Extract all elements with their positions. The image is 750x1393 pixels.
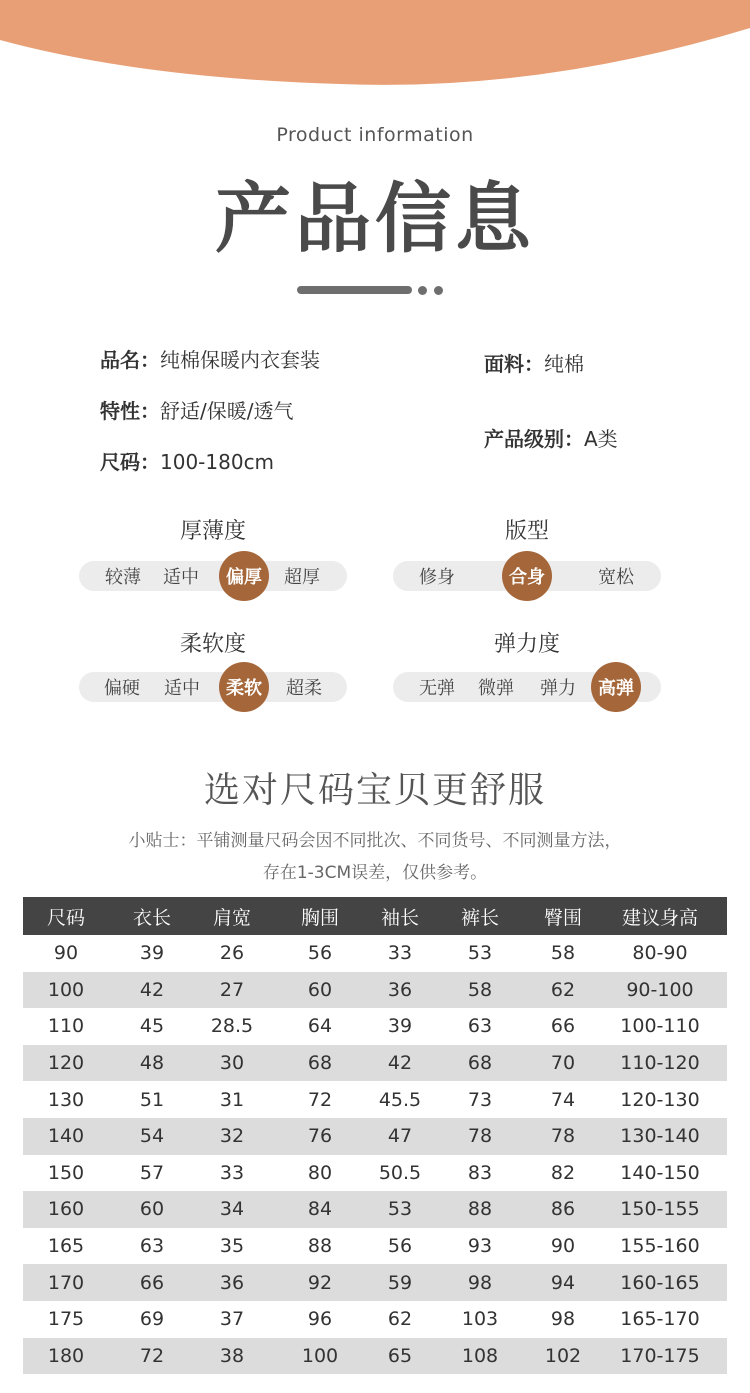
table-row (23, 1045, 727, 1082)
table-cell: 100 (47, 978, 85, 1001)
table-cell: 90 (53, 942, 79, 965)
table-cell: 38 (219, 1344, 245, 1367)
table-cell: 63 (467, 1015, 493, 1038)
table-header-cell: 臀围 (543, 906, 582, 929)
table-cell: 90-100 (626, 978, 694, 1001)
table-row (23, 1008, 727, 1045)
table-cell: 60 (307, 978, 333, 1001)
gauge-option: 较薄 (105, 567, 141, 588)
top-decorative-arc (0, 0, 750, 95)
table-cell: 33 (387, 942, 413, 965)
table-cell: 140-150 (620, 1161, 700, 1184)
table-cell: 80-90 (632, 942, 688, 965)
gauge-title-elasticity: 弹力度 (493, 632, 560, 657)
gauge-option: 超柔 (286, 678, 322, 699)
table-cell: 31 (219, 1088, 245, 1111)
table-cell: 130 (47, 1088, 85, 1111)
table-header-cell: 建议身高 (621, 906, 698, 929)
table-cell: 155-160 (620, 1235, 700, 1258)
table-cell: 54 (139, 1125, 165, 1148)
table-cell: 76 (307, 1125, 333, 1148)
table-cell: 51 (139, 1088, 165, 1111)
size-tip-line-2: 存在1-3CM误差，仅供参考。 (262, 863, 488, 883)
table-cell: 90 (550, 1235, 576, 1258)
table-cell: 70 (550, 1052, 576, 1075)
table-cell: 130-140 (620, 1125, 700, 1148)
table-cell: 73 (467, 1088, 493, 1111)
gauge-option: 修身 (419, 567, 455, 588)
table-cell: 53 (467, 942, 493, 965)
table-cell: 58 (550, 942, 576, 965)
english-title: Product information (276, 124, 474, 146)
table-row (23, 1228, 727, 1265)
table-cell: 35 (219, 1235, 245, 1258)
table-cell: 165 (47, 1235, 85, 1258)
size-section-title: 选对尺码宝贝更舒服 (203, 770, 546, 811)
table-cell: 37 (219, 1308, 245, 1331)
divider-bar (297, 286, 412, 294)
table-cell: 170 (47, 1271, 85, 1294)
page-title: 产品信息 (215, 174, 535, 263)
info-value: 纯棉保暖内衣套装 (160, 348, 320, 372)
table-cell: 94 (550, 1271, 576, 1294)
table-cell: 80 (307, 1161, 333, 1184)
table-cell: 62 (387, 1308, 413, 1331)
table-cell: 120-130 (620, 1088, 700, 1111)
table-cell: 26 (219, 942, 245, 965)
table-row (23, 1118, 727, 1155)
gauge-option: 微弹 (478, 678, 514, 699)
table-cell: 48 (139, 1052, 165, 1075)
table-row (23, 1301, 727, 1338)
table-cell: 150 (47, 1161, 85, 1184)
table-cell: 93 (467, 1235, 493, 1258)
size-tip-line-1: 小贴士：平铺测量尺码会因不同批次、不同货号、不同测量方法， (128, 831, 622, 851)
table-cell: 160 (47, 1198, 85, 1221)
gauge-option: 适中 (163, 567, 199, 588)
table-cell: 57 (139, 1161, 165, 1184)
table-cell: 180 (47, 1344, 85, 1367)
table-cell: 175 (47, 1308, 85, 1331)
gauge-option: 超厚 (284, 567, 320, 588)
table-cell: 102 (544, 1344, 582, 1367)
table-cell: 165-170 (620, 1308, 700, 1331)
info-features (100, 395, 293, 424)
info-key: 品名： (100, 348, 160, 372)
table-cell: 50.5 (378, 1161, 422, 1184)
table-cell: 160-165 (620, 1271, 700, 1294)
table-cell: 98 (467, 1271, 493, 1294)
table-cell: 69 (139, 1308, 165, 1331)
info-key: 产品级别： (484, 427, 584, 451)
table-cell: 88 (307, 1235, 333, 1258)
table-cell: 72 (307, 1088, 333, 1111)
table-cell: 86 (550, 1198, 576, 1221)
table-cell: 68 (307, 1052, 333, 1075)
table-cell: 74 (550, 1088, 576, 1111)
info-key: 面料： (484, 352, 544, 376)
table-cell: 56 (387, 1235, 413, 1258)
gauge-selected-option: 柔软 (226, 678, 262, 699)
table-cell: 66 (550, 1015, 576, 1038)
table-cell: 88 (467, 1198, 493, 1221)
gauge-option: 宽松 (598, 567, 634, 588)
table-row (23, 1338, 727, 1375)
table-cell: 65 (387, 1344, 413, 1367)
table-cell: 92 (307, 1271, 333, 1294)
table-cell: 82 (550, 1161, 576, 1184)
table-row (23, 1191, 727, 1228)
table-cell: 34 (219, 1198, 245, 1221)
table-cell: 53 (387, 1198, 413, 1221)
table-cell: 84 (307, 1198, 333, 1221)
info-size (100, 446, 274, 475)
table-cell: 60 (139, 1198, 165, 1221)
table-header-cell: 裤长 (460, 906, 499, 929)
table-cell: 98 (550, 1308, 576, 1331)
info-fabric (484, 348, 584, 377)
table-row (23, 972, 727, 1009)
info-value: 纯棉 (544, 352, 584, 376)
info-product-name (100, 344, 320, 373)
table-cell: 108 (461, 1344, 499, 1367)
table-cell: 42 (387, 1052, 413, 1075)
table-cell: 64 (307, 1015, 333, 1038)
gauge-option: 偏硬 (104, 678, 140, 699)
table-cell: 150-155 (620, 1198, 700, 1221)
table-cell: 36 (387, 978, 413, 1001)
table-cell: 47 (387, 1125, 413, 1148)
table-cell: 32 (219, 1125, 245, 1148)
table-cell: 96 (307, 1308, 333, 1331)
table-cell: 33 (219, 1161, 245, 1184)
size-table (23, 897, 727, 1374)
table-cell: 100 (301, 1344, 339, 1367)
divider-dot (434, 286, 443, 295)
gauge-title-softness: 柔软度 (179, 632, 246, 657)
table-cell: 45 (139, 1015, 165, 1038)
table-cell: 39 (387, 1015, 413, 1038)
table-row (23, 1155, 727, 1192)
gauge-selected-option: 偏厚 (226, 567, 262, 588)
table-cell: 63 (139, 1235, 165, 1258)
table-cell: 62 (550, 978, 576, 1001)
gauge-option: 无弹 (419, 678, 455, 699)
table-cell: 110-120 (620, 1052, 700, 1075)
table-cell: 72 (139, 1344, 165, 1367)
table-header-cell: 袖长 (380, 906, 419, 929)
gauge-selected-option: 合身 (509, 567, 545, 588)
table-cell: 30 (219, 1052, 245, 1075)
table-cell: 103 (461, 1308, 499, 1331)
table-cell: 59 (387, 1271, 413, 1294)
table-header-row (23, 897, 727, 935)
info-key: 特性： (100, 399, 160, 423)
table-cell: 120 (47, 1052, 85, 1075)
table-cell: 36 (219, 1271, 245, 1294)
table-header-cell: 衣长 (132, 906, 171, 929)
table-header-cell: 肩宽 (212, 906, 251, 929)
table-cell: 45.5 (378, 1088, 422, 1111)
table-header-cell: 胸围 (300, 906, 339, 929)
table-header-cell: 尺码 (46, 906, 85, 929)
table-cell: 28.5 (210, 1015, 254, 1038)
table-cell: 78 (467, 1125, 493, 1148)
table-row (23, 1081, 727, 1118)
gauge-option: 适中 (164, 678, 200, 699)
info-value: A类 (584, 427, 618, 451)
table-cell: 110 (47, 1015, 85, 1038)
gauge-title-fit: 版型 (504, 519, 549, 544)
info-key: 尺码： (100, 450, 160, 474)
gauge-option: 弹力 (540, 678, 576, 699)
table-cell: 100-110 (620, 1015, 700, 1038)
table-cell: 42 (139, 978, 165, 1001)
table-cell: 68 (467, 1052, 493, 1075)
info-grade (484, 423, 618, 452)
table-cell: 58 (467, 978, 493, 1001)
info-value: 舒适/保暖/透气 (160, 399, 294, 423)
gauge-title-thickness: 厚薄度 (179, 519, 246, 544)
info-value: 100-180cm (160, 450, 275, 474)
table-cell: 78 (550, 1125, 576, 1148)
gauge-selected-option: 高弹 (598, 678, 634, 699)
table-row (23, 935, 727, 972)
table-cell: 170-175 (620, 1344, 700, 1367)
table-cell: 39 (139, 942, 165, 965)
table-cell: 27 (219, 978, 245, 1001)
divider-dot (418, 286, 427, 295)
table-row (23, 1264, 727, 1301)
table-cell: 56 (307, 942, 333, 965)
table-cell: 83 (467, 1161, 493, 1184)
table-cell: 140 (47, 1125, 85, 1148)
table-cell: 66 (139, 1271, 165, 1294)
